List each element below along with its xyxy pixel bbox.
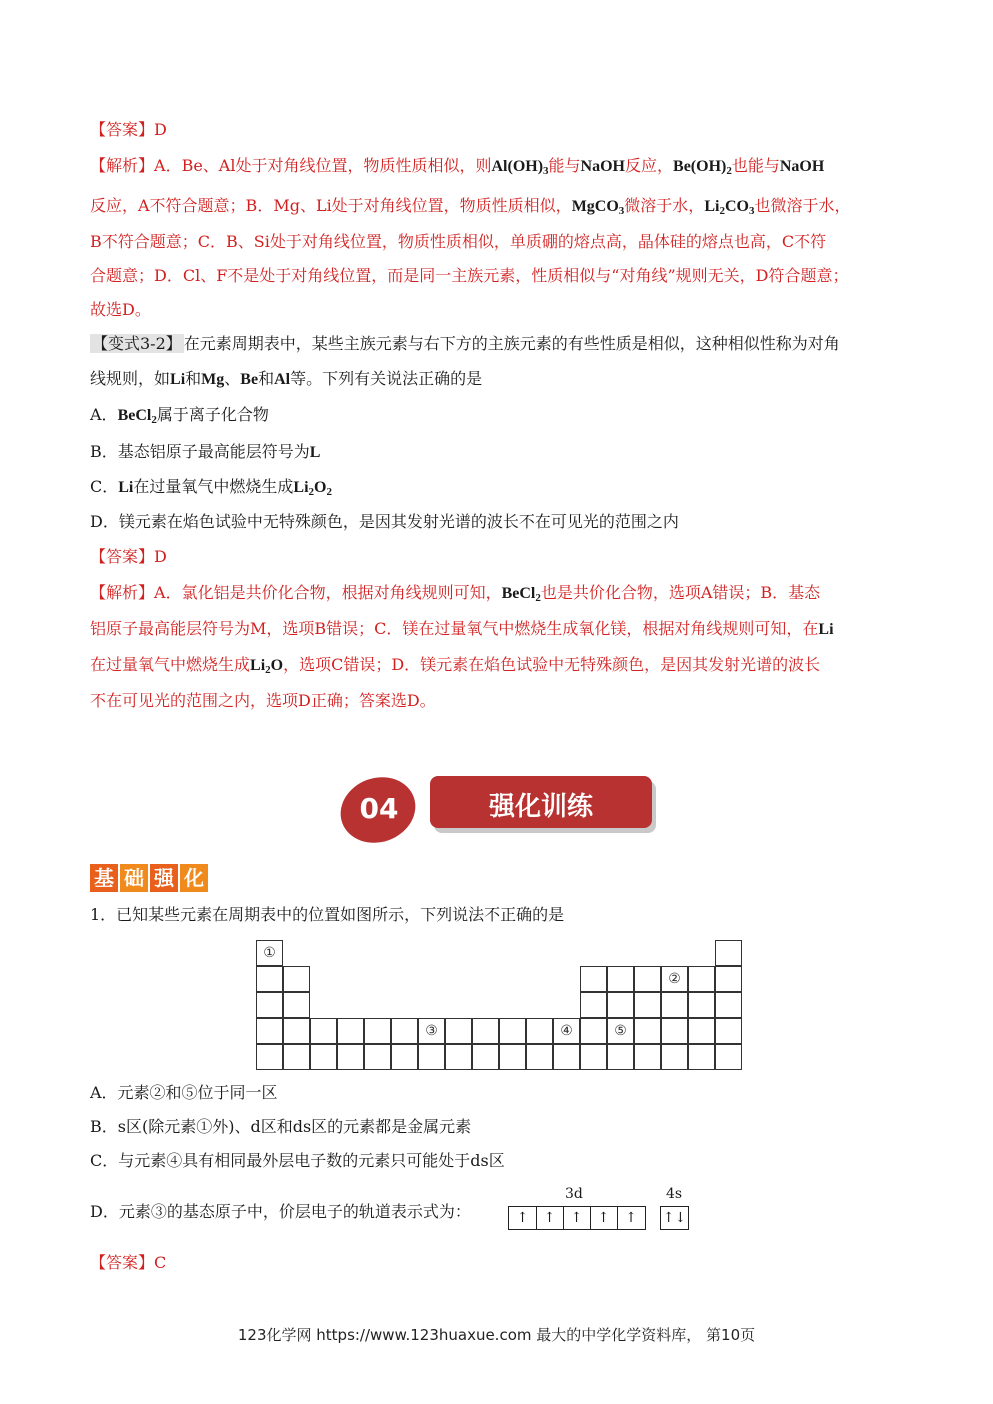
explanation-text: 反应，A不符合题意；B．Mg、Li处于对角线位置，物质性质相似， (90, 196, 572, 215)
option-text: 属于离子化合物 (156, 405, 269, 424)
question-text: 和 (185, 369, 202, 388)
periodic-cell (580, 1018, 607, 1044)
periodic-cell-marked: ⑤ (607, 1018, 634, 1044)
formula-mgco3: MgCO$_3$ (571, 198, 625, 217)
periodic-cell (580, 966, 607, 992)
periodic-cell (607, 1044, 634, 1070)
orbital-4s-box (660, 1206, 689, 1230)
explanation-text: 铝原子最高能层符号为M，选项B错误；C．镁在过量氧气中燃烧生成氧化镁，根据对角线规则可知，在 (90, 619, 819, 638)
formula-li2co3: $Li_2CO_3$ (704, 198, 755, 217)
periodic-table-diagram (256, 940, 738, 1070)
formula-mg: Mg (201, 371, 225, 388)
question-text: 在元素周期表中，某些主族元素与右下方的主族元素的有些性质是相似，这种相似性称为对角 (183, 334, 840, 353)
periodic-cell (391, 1044, 418, 1070)
option-a (90, 405, 269, 426)
section-tag (90, 864, 208, 892)
periodic-cell (283, 966, 310, 992)
periodic-cell (364, 1018, 391, 1044)
formula-li: Li (170, 371, 186, 388)
explanation-line: 合题意；D．Cl、F不是处于对角线位置，而是同一主族元素，性质相似与“对角线”规则无关，D符合题意； (90, 266, 849, 285)
banner-title: 强化训练 (488, 792, 593, 822)
section-tag-char: 础 (120, 864, 148, 892)
explanation-line (90, 655, 820, 676)
explanation-line (90, 156, 824, 177)
periodic-cell (445, 1018, 472, 1044)
explanation-text: 也是共价化合物，选项A错误；B．基态 (540, 583, 821, 602)
explanation-tag: 【解析】 (90, 583, 155, 602)
section-tag-char: 化 (180, 864, 208, 892)
periodic-cell (715, 992, 742, 1018)
question-stem (90, 369, 482, 390)
periodic-cell (607, 966, 634, 992)
periodic-cell (499, 1018, 526, 1044)
question-text: 线规则，如 (90, 369, 171, 388)
formula-li: Li (818, 621, 834, 638)
periodic-cell (283, 1044, 310, 1070)
explanation-text: A．Be、Al处于对角线位置，物质性质相似，则 (154, 156, 492, 175)
question-stem: 1．已知某些元素在周期表中的位置如图所示，下列说法不正确的是 (90, 905, 565, 924)
formula-be: Be (240, 371, 259, 388)
option-text: 在过量氧气中燃烧生成 (133, 477, 294, 496)
periodic-cell (634, 966, 661, 992)
formula-li2o2: $Li_2O_2$ (293, 479, 332, 498)
periodic-cell (337, 1018, 364, 1044)
periodic-cell (499, 1044, 526, 1070)
periodic-cell (256, 1044, 283, 1070)
periodic-cell (283, 992, 310, 1018)
answer-line-2 (90, 547, 167, 567)
periodic-cell (526, 1044, 553, 1070)
periodic-cell (688, 1018, 715, 1044)
periodic-cell (526, 1018, 553, 1044)
explanation-line (90, 196, 850, 217)
periodic-cell (661, 1018, 688, 1044)
formula-l: L (309, 444, 321, 461)
formula-li: Li (118, 479, 134, 496)
periodic-cell (688, 992, 715, 1018)
periodic-cell (715, 1018, 742, 1044)
orbital-3d-boxes (508, 1206, 646, 1230)
orbital-box: ↑ (536, 1207, 564, 1229)
periodic-cell-marked: ③ (418, 1018, 445, 1044)
periodic-cell (634, 1044, 661, 1070)
question-text: 等。下列有关说法正确的是 (290, 369, 483, 388)
answer-value: D (154, 120, 167, 139)
option-b (90, 442, 320, 463)
formula-li2o: $Li_2O$ (250, 657, 284, 676)
explanation-line (90, 619, 834, 640)
explanation-text: 也微溶于水， (754, 196, 851, 215)
formula-naoh: NaOH (779, 158, 825, 175)
periodic-cell (283, 1018, 310, 1044)
periodic-cell (256, 966, 283, 992)
explanation-line: 不在可见光的范围之内，选项D正确；答案选D。 (90, 691, 436, 710)
periodic-cell (715, 1044, 742, 1070)
formula-beoh2: $Be(OH)_2$ (673, 158, 732, 177)
answer-value: C (154, 1253, 167, 1272)
periodic-cell (661, 1044, 688, 1070)
explanation-text: 在过量氧气中燃烧生成 (90, 655, 251, 674)
orbital-box: ↑ (590, 1207, 618, 1229)
periodic-cell (715, 966, 742, 992)
orbital-box: ↑ (625, 1210, 637, 1226)
answer-tag: 【答案】 (90, 1253, 155, 1272)
option-d: D．元素③的基态原子中，价层电子的轨道表示式为： (90, 1202, 471, 1221)
question-stem (90, 334, 840, 354)
section-tag-char: 基 (90, 864, 118, 892)
periodic-cell (445, 1044, 472, 1070)
periodic-cell (661, 992, 688, 1018)
periodic-cell (256, 992, 283, 1018)
option-text: B．基态铝原子最高能层符号为 (90, 442, 310, 461)
periodic-cell (580, 992, 607, 1018)
explanation-line (90, 583, 820, 604)
periodic-cell (715, 940, 742, 966)
section-banner (340, 770, 660, 850)
periodic-cell (580, 1044, 607, 1070)
periodic-cell (688, 966, 715, 992)
periodic-cell (310, 1018, 337, 1044)
answer-line-3 (90, 1253, 166, 1273)
option-a: A．元素②和⑤位于同一区 (90, 1083, 278, 1102)
section-tag-char: 强 (150, 864, 178, 892)
page-footer: 123化学网 https://www.123huaxue.com 最大的中学化学资料库， 第10页 (237, 1326, 756, 1344)
option-label: A． (90, 405, 118, 424)
option-label: C． (90, 477, 119, 496)
answer-value: D (154, 547, 167, 566)
periodic-cell-marked: ② (661, 966, 688, 992)
periodic-cell (688, 1044, 715, 1070)
formula-becl2: BeCl$_2$ (501, 585, 541, 604)
option-b: B．s区(除元素①外)、d区和ds区的元素都是金属元素 (90, 1117, 472, 1136)
periodic-cell (391, 1018, 418, 1044)
variant-tag: 【变式3-2】 (92, 334, 182, 353)
explanation-text: A．氯化铝是共价化合物，根据对角线规则可知， (154, 583, 502, 602)
periodic-cell (472, 1018, 499, 1044)
periodic-cell (472, 1044, 499, 1070)
formula-aloh3: $Al(OH)_3$ (491, 158, 549, 177)
explanation-text: ，选项C错误；D．镁元素在焰色试验中无特殊颜色，是因其发射光谱的波长 (283, 655, 821, 674)
answer-tag: 【答案】 (90, 120, 155, 139)
orbital-box: ↑ (563, 1207, 591, 1229)
orbital-box: ↑ (509, 1207, 537, 1229)
explanation-text: 微溶于水， (624, 196, 705, 215)
periodic-cell (553, 1044, 580, 1070)
option-c (90, 477, 332, 498)
option-d: D．镁元素在焰色试验中无特殊颜色，是因其发射光谱的波长不在可见光的范围之内 (90, 512, 679, 531)
periodic-cell (310, 1044, 337, 1070)
periodic-cell (634, 992, 661, 1018)
explanation-line: B不符合题意；C．B、Si处于对角线位置，物质性质相似，单质硼的熔点高，晶体硅的熔点也高，C不符 (90, 232, 827, 251)
periodic-cell (337, 1044, 364, 1070)
answer-tag: 【答案】 (90, 547, 155, 566)
question-text: 和 (258, 369, 275, 388)
periodic-cell (256, 1018, 283, 1044)
periodic-cell (607, 992, 634, 1018)
orbital-label-3d: 3d (565, 1186, 583, 1202)
formula-naoh: NaOH (580, 158, 625, 175)
periodic-cell-marked: ① (256, 940, 283, 966)
question-text: 、 (224, 369, 241, 388)
explanation-tag: 【解析】 (90, 156, 155, 175)
orbital-label-4s: 4s (666, 1186, 683, 1202)
explanation-text: 反应， (625, 156, 674, 175)
explanation-text: 也能与 (731, 156, 780, 175)
formula-al: Al (274, 371, 291, 388)
explanation-text: 能与 (548, 156, 581, 175)
formula-becl2: BeCl$_2$ (117, 407, 157, 426)
explanation-line: 故选D。 (90, 300, 151, 319)
periodic-cell (418, 1044, 445, 1070)
periodic-cell-marked: ④ (553, 1018, 580, 1044)
answer-line-1 (90, 120, 167, 140)
periodic-cell (634, 1018, 661, 1044)
banner-number: 04 (359, 792, 399, 825)
option-c: C．与元素④具有相同最外层电子数的元素只可能处于ds区 (90, 1151, 505, 1170)
orbital-box: ↑↓ (662, 1210, 687, 1226)
periodic-cell (364, 1044, 391, 1070)
